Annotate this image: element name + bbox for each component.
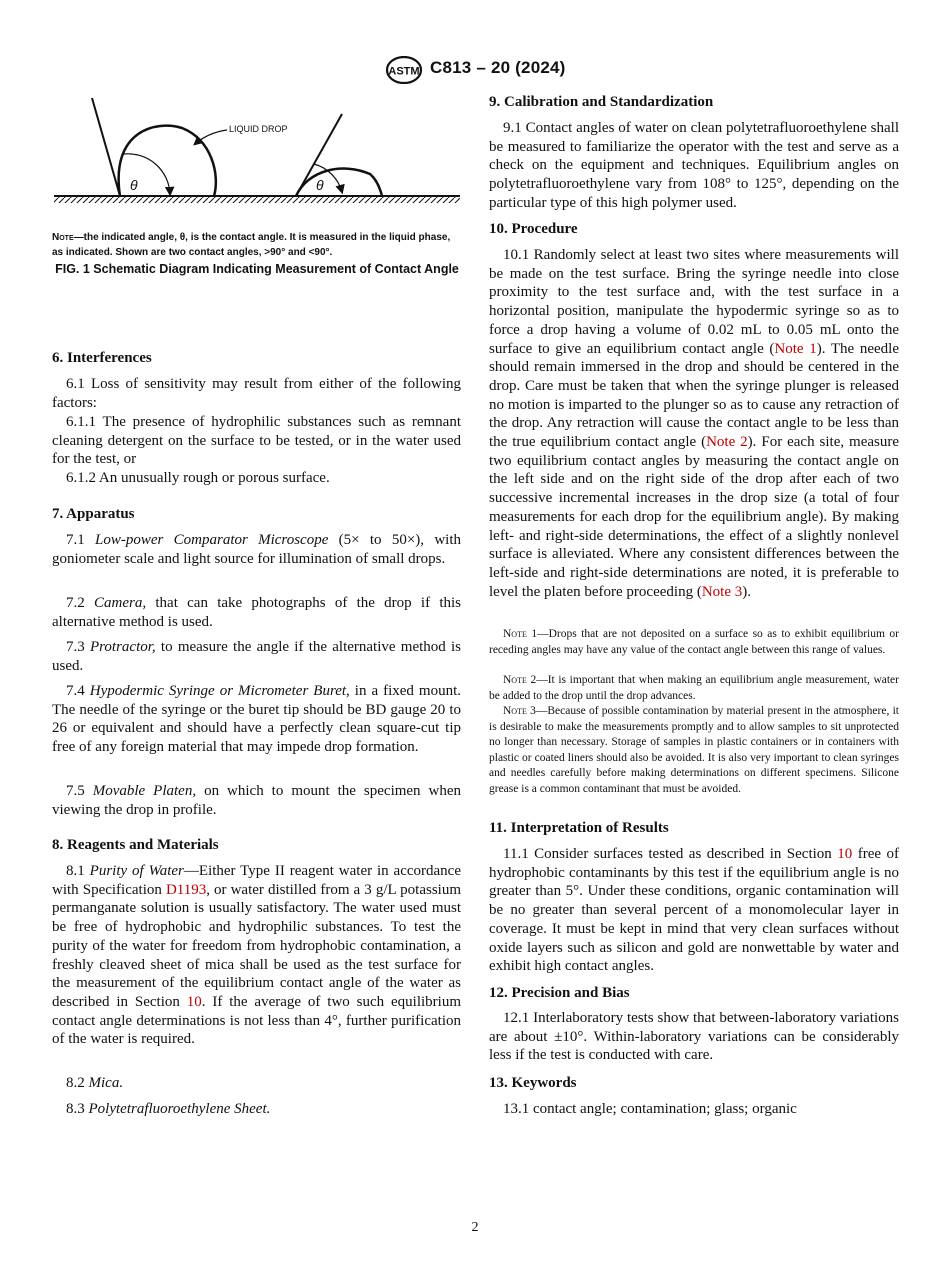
section-11-heading: 11. Interpretation of Results [489, 820, 669, 836]
right-theta-label: θ [316, 177, 324, 193]
link-d1193[interactable]: D1193 [165, 881, 207, 898]
document-designation: C813 – 20 (2024) [430, 58, 566, 77]
para-9-1: 9.1 Contact angles of water on clean polytetrafluoroethylene shall be measured to familiarize the operator with the test and serve as a check on the equipment and techniques. Equilibrium angles on polytetrafluoroethylene vary from 108° to 125°, depending on the particular type of this high polymer used. [489, 120, 899, 211]
astm-logo-icon [385, 56, 423, 84]
para-13-1: 13.1 contact angle; contamination; glass; organic [503, 1101, 797, 1117]
figure-caption: FIG. 1 Schematic Diagram Indicating Measurement of Contact Angle [55, 262, 459, 276]
para-6-1-2: 6.1.2 An unusually rough or porous surface. [66, 470, 330, 486]
section-12-heading: 12. Precision and Bias [489, 985, 630, 1001]
para-8-2: 8.2 Mica. [66, 1075, 124, 1091]
note-2: Note 2—It is important that when making an equilibrium angle measurement, water be added to the drop until the drop advances. [489, 674, 899, 702]
para-10-1: 10.1 Randomly select at least two sites where measurements will be made on the test surface. Bring the syringe needle into close proximity to the test surface and, with the test surface in a horizontal position, manipulate the hypodermic syringe so as to force a drop having a volume of 0.02 mL to 0.05 mL onto the surface to give an equilibrium contact angle (Note 1). The needle should remain immersed in the drop and should be centered in the drop. Care must be taken that when the syringe plunger is released no motion is imparted to the plunger so as to cause any retraction of the drop. Any retraction will cause the contact angle to be less than the true equilibrium contact angle (Note 2). For each site, measure two equilibrium contact angles by measuring the contact angle on the left side and on the right side of the drop after each of two successive incremental increases in the drop size (a total of four measurements for each drop for the equilibrium angle). By making left- and right-side determinations, the effect of a slightly nonlevel surface is alleviated. Where any consistent differences between the left-side and right-side determinations are noted, it is preferable to level the platen before proceeding (Note 3). [489, 247, 899, 600]
note-3: Note 3—Because of possible contamination by material present in the atmosphere, it is desirable to make the measurements promptly and to allow samples to sit unprotected no longer than necessary. Storage of samples in plastic containers or in containers with plastic or coated liners should also be avoided. It is also very important to clean syringes and needles carefully before making determinations on different specimens. Silicone grease is a common contaminant that must be avoided. [489, 705, 899, 795]
link-note-3[interactable]: Note 3 [701, 583, 743, 600]
left-theta-label: θ [130, 177, 138, 193]
para-6-1-1: 6.1.1 The presence of hydrophilic substances such as remnant cleaning detergent on the surface to be tested, or in the water used for the test, or [52, 414, 461, 468]
para-7-2: 7.2 Camera, that can take photographs of the drop if this alternative method is used. [52, 595, 462, 630]
note-1: Note 1—Drops that are not deposited on a surface so as to exhibit equilibrium or receding angles may have any value of the contact angle between this range of values. [489, 628, 899, 656]
para-7-5: 7.5 Movable Platen, on which to mount the specimen when viewing the drop in profile. [52, 783, 462, 818]
para-11-1: 11.1 Consider surfaces tested as described in Section 10 free of hydrophobic contaminants by this test if the equilibrium angle is no greater than 5°. Under these conditions, organic contamination will be no greater than several percent of a monomolecular layer in coverage. It must be kept in mind that very clean surfaces without oxide layers such as silicon and gold are nonwettable by water and exhibit high contact angles. [489, 846, 900, 975]
liquid-drop-pointer [195, 130, 227, 144]
liquid-drop-label: LIQUID DROP [229, 124, 288, 134]
link-section-10[interactable]: 10 [186, 993, 202, 1010]
para-7-1: 7.1 Low-power Comparator Microscope (5× to 50×), with goniometer scale and light source for illumination of small drops. [52, 532, 461, 567]
para-7-4: 7.4 Hypodermic Syringe or Micrometer Buret, in a fixed mount. The needle of the syringe or the buret tip should be BD gauge 20 to 26 or equivalent and should have a perfectly clean square-cut tip free of any foreign material that may impede drop formation. [52, 683, 462, 756]
link-note-1[interactable]: Note 1 [774, 340, 817, 357]
link-section-10-b[interactable]: 10 [837, 846, 853, 862]
contact-angle-diagram [52, 90, 462, 215]
para-8-1: 8.1 Purity of Water—Either Type II reagent water in accordance with Specification D1193, or water distilled from a 3 g/L potassium permanganate solution is usually satisfactory. The water used must be free of hydrophobic and hydrophilic substances. To test the purity of the water for freedom from hydrophobic contamination, a freshly cleaved sheet of mica shall be used as the test surface for the measurement of the equilibrium contact angle of the water as described in Section 10. If the average of two such equilibrium contact angle determinations is not less than 4°, further purification of the water is required. [52, 863, 462, 1048]
left-tangent-line [92, 98, 120, 196]
figure-note: Note—the indicated angle, θ, is the contact angle. It is measured in the liquid phase, as indicated. Shown are two contact angles, >90° and <90°. [52, 232, 451, 258]
section-7-heading: 7. Apparatus [52, 506, 135, 522]
page-number: 2 [471, 1220, 479, 1235]
section-10-heading: 10. Procedure [489, 221, 578, 237]
para-8-3: 8.3 Polytetrafluoroethylene Sheet. [66, 1101, 271, 1117]
section-6-heading: 6. Interferences [52, 350, 152, 366]
surface-hatch [54, 197, 460, 203]
logo-text: ASTM [388, 65, 420, 78]
para-6-1: 6.1 Loss of sensitivity may result from either of the following factors: [52, 376, 461, 411]
para-12-1: 12.1 Interlaboratory tests show that between-laboratory variations are about ±10°. Within-laboratory variations can be considerably less if the test is conducted with care. [489, 1010, 899, 1064]
section-13-heading: 13. Keywords [489, 1075, 577, 1091]
page-header [0, 56, 950, 84]
section-8-heading: 8. Reagents and Materials [52, 837, 219, 853]
para-7-3: 7.3 Protractor, to measure the angle if the alternative method is used. [52, 639, 462, 674]
section-9-heading: 9. Calibration and Standardization [489, 94, 714, 110]
link-note-2[interactable]: Note 2 [706, 434, 748, 451]
